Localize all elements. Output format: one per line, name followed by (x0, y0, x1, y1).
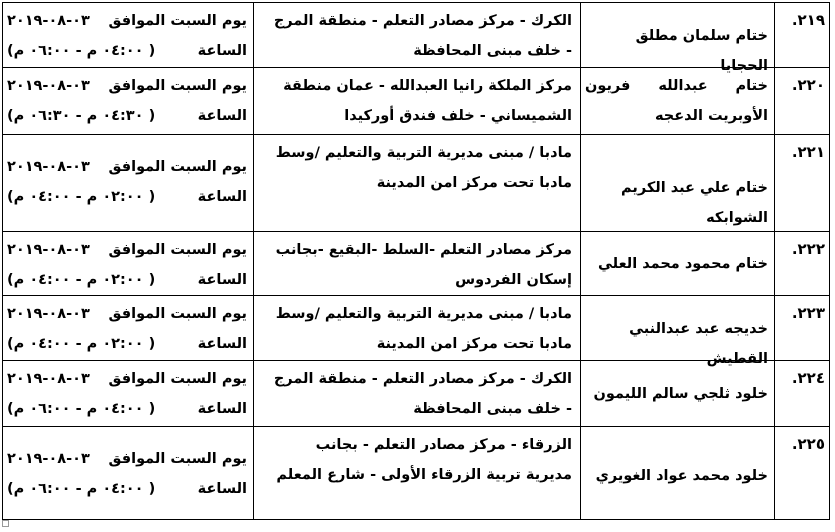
time-value: ( ٠٤:٣٠ م - ٠٦:٣٠ م) (7, 108, 156, 124)
page-corner-marker (2, 520, 9, 527)
location-cell (253, 296, 580, 360)
time-value: ( ٠٢:٠٠ م - ٠٤:٠٠ م) (7, 336, 156, 352)
time-label: الساعة (197, 336, 247, 352)
datetime-cell (1, 68, 253, 134)
person-name: خلود محمد عواد الغويري (595, 468, 768, 484)
datetime-cell (1, 427, 253, 519)
date-value: ٠٣-٠٨-٢٠١٩ (7, 306, 90, 322)
datetime-cell (1, 361, 253, 426)
time-value: ( ٠٢:٠٠ م - ٠٤:٠٠ م) (7, 272, 156, 288)
name-cell (580, 232, 774, 295)
row-number: ٢١٩. (791, 11, 825, 29)
time-value: ( ٠٢:٠٠ م - ٠٤:٠٠ م) (7, 189, 156, 205)
day-label: يوم السبت الموافق (108, 78, 247, 94)
time-label: الساعة (197, 272, 247, 288)
day-label: يوم السبت الموافق (108, 242, 247, 258)
row-number-cell (774, 3, 829, 67)
location-line-1: الزرقاء - مركز مصادر التعلم - بجانب (315, 437, 572, 453)
location-line-2: الشميساني - خلف فندق أوركيدا (344, 108, 572, 124)
person-name: ختام محمود محمد العلي (598, 256, 768, 272)
datetime-cell (1, 296, 253, 360)
date-value: ٠٣-٠٨-٢٠١٩ (7, 13, 90, 29)
date-value: ٠٣-٠٨-٢٠١٩ (7, 159, 90, 175)
table-row (3, 296, 829, 367)
row-number: ٢٢٢. (791, 240, 825, 258)
name-cell (580, 68, 774, 134)
datetime-cell (1, 3, 253, 67)
row-number-cell (774, 232, 829, 295)
location-cell (253, 68, 580, 134)
row-number: ٢٢٥. (791, 435, 825, 453)
person-name: خلود ثلجي سالم الليمون (593, 386, 768, 402)
row-number-cell (774, 68, 829, 134)
name-cell (580, 427, 774, 519)
table-row (3, 361, 829, 427)
location-line-1: مركز الملكة رانيا العبدالله - عمان منطقة (283, 78, 572, 94)
date-value: ٠٣-٠٨-٢٠١٩ (7, 242, 90, 258)
person-name: ختام سلمان مطلق الحجايا (635, 28, 768, 74)
day-label: يوم السبت الموافق (108, 451, 247, 467)
time-label: الساعة (197, 43, 247, 59)
row-number-cell (774, 361, 829, 426)
location-line-1: الكرك - مركز مصادر التعلم - منطقة المرج (273, 13, 572, 29)
schedule-table (2, 2, 830, 520)
location-cell (253, 135, 580, 231)
location-line-2: مديرية تربية الزرقاء الأولى - شارع المعلم (276, 467, 572, 483)
date-value: ٠٣-٠٨-٢٠١٩ (7, 451, 90, 467)
location-cell (253, 3, 580, 67)
table-row (3, 135, 829, 232)
table-row (3, 232, 829, 296)
day-label: يوم السبت الموافق (108, 159, 247, 175)
location-cell (253, 427, 580, 519)
date-value: ٠٣-٠٨-٢٠١٩ (7, 78, 90, 94)
location-line-2: مادبا تحت مركز امن المدينة (376, 336, 572, 352)
table-row (3, 3, 829, 74)
row-number-cell (774, 427, 829, 519)
location-line-2: إسكان الفردوس (455, 272, 572, 288)
row-number: ٢٢٤. (791, 369, 825, 387)
location-line-2: - خلف مبنى المحافظة (413, 43, 572, 59)
person-name: خديجه عبد عبدالنبي القطيش (629, 321, 768, 367)
location-line-2: مادبا تحت مركز امن المدينة (376, 175, 572, 191)
table-row (3, 427, 829, 519)
location-line-2: - خلف مبنى المحافظة (413, 401, 572, 417)
table-row (3, 68, 829, 135)
location-cell (253, 361, 580, 426)
location-line-1: مركز مصادر التعلم -السلط -البقيع -بجانب (275, 242, 572, 258)
name-cell (580, 135, 774, 231)
day-label: يوم السبت الموافق (108, 371, 247, 387)
location-line-1: مادبا / مبنى مديرية التربية والتعليم /وسط (275, 306, 572, 322)
time-value: ( ٠٤:٠٠ م - ٠٦:٠٠ م) (7, 43, 156, 59)
row-number: ٢٢١. (791, 143, 825, 161)
name-cell (580, 296, 774, 367)
location-cell (253, 232, 580, 295)
name-cell (580, 3, 774, 74)
time-value: ( ٠٤:٠٠ م - ٠٦:٠٠ م) (7, 401, 156, 417)
day-label: يوم السبت الموافق (108, 306, 247, 322)
row-number: ٢٢٣. (791, 304, 825, 322)
time-label: الساعة (197, 481, 247, 497)
date-value: ٠٣-٠٨-٢٠١٩ (7, 371, 90, 387)
day-label: يوم السبت الموافق (108, 13, 247, 29)
name-cell (580, 361, 774, 426)
person-name: ختام عبدالله فريون الأوبريت الدعجه (585, 78, 768, 124)
time-value: ( ٠٤:٠٠ م - ٠٦:٠٠ م) (7, 481, 156, 497)
datetime-cell (1, 232, 253, 295)
location-line-1: مادبا / مبنى مديرية التربية والتعليم /وسط (275, 145, 572, 161)
row-number: ٢٢٠. (791, 76, 825, 94)
time-label: الساعة (197, 189, 247, 205)
row-number-cell (774, 296, 829, 360)
person-name: ختام علي عبد الكريم الشوابكه (621, 180, 768, 226)
location-line-1: الكرك - مركز مصادر التعلم - منطقة المرج (273, 371, 572, 387)
time-label: الساعة (197, 401, 247, 417)
row-number-cell (774, 135, 829, 231)
time-label: الساعة (197, 108, 247, 124)
datetime-cell (1, 135, 253, 231)
